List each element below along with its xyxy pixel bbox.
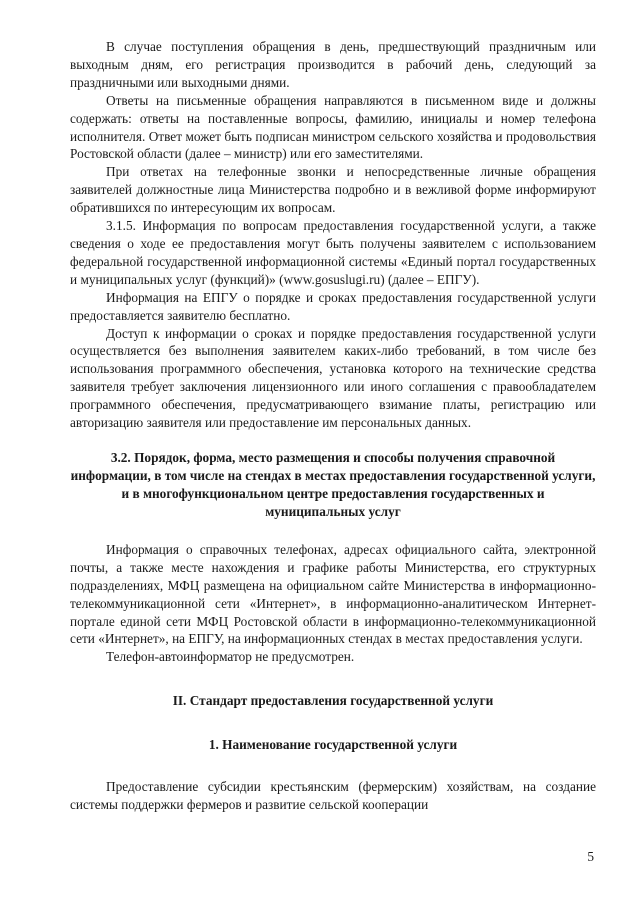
heading-service-name: 1. Наименование государственной услуги bbox=[208, 737, 458, 753]
page-number: 5 bbox=[587, 849, 594, 864]
paragraph-contact-info: Информация о справочных телефонах, адресах официального сайта, электронной почты, а также месте нахождения и графике работы Министерства, его структурных подразделениях, МФЦ размещена на официальном сайте Министерства в информационно-телекоммуникационной сети «Интернет», в информационно-аналитическом Интернет-портале единой сети МФЦ Ростовской области в информационно-телекоммуникационной сети «Интернет», на ЕПГУ, на информационных стендах в местах предоставления услуги. bbox=[70, 541, 596, 647]
heading-3-2: 3.2. Порядок, форма, место размещения и способы получения справочной информации, в том числе на стендах в местах предоставления государственной услуги, и в многофункциональном центре предоставления государственных и муниципальных услуг bbox=[70, 449, 596, 519]
paragraph-epgu-free: Информация на ЕПГУ о порядке и сроках предоставления государственной услуги предоставляется заявителю бесплатно. bbox=[70, 289, 596, 323]
heading-section-2: II. Стандарт предоставления государственной услуги bbox=[172, 693, 494, 709]
document-page bbox=[70, 38, 596, 814]
paragraph-written-replies: Ответы на письменные обращения направляются в письменном виде и должны содержать: ответы на поставленные вопросы, фамилию, инициалы и номер телефона исполнителя. Ответ может быть подписан министром сельского хозяйства и продовольствия Ростовской области (далее – министр) или его заместителями. bbox=[70, 92, 596, 162]
paragraph-phone-replies: При ответах на телефонные звонки и непосредственные личные обращения заявителей должностные лица Министерства подробно и в вежливой форме информируют обратившихся по интересующим их вопросам. bbox=[70, 164, 596, 216]
paragraph-service-description: Предоставление субсидии крестьянским (фермерским) хозяйствам, на создание системы поддержки фермеров и развитие сельской кооперации bbox=[70, 779, 596, 813]
paragraph-autoinformer: Телефон-автоинформатор не предусмотрен. bbox=[106, 649, 355, 665]
paragraph-holiday-registration: В случае поступления обращения в день, предшествующий праздничным или выходным дням, его регистрация производится в рабочий день, следующий за праздничными или выходными днями. bbox=[70, 39, 596, 90]
paragraph-3-1-5: 3.1.5. Информация по вопросам предоставления государственной услуги, а также сведения о ходе ее предоставления могут быть получены заявителем с использованием федеральной государственной информационной системы «Единый портал государственных и муниципальных услуг (функций)» (www.gosuslugi.ru) (далее – ЕПГУ). bbox=[70, 218, 596, 287]
paragraph-access: Доступ к информации о сроках и порядке предоставления государственной услуги осуществляется без выполнения заявителем каких-либо требований, в том числе без использования программного обеспечения, установка которого на технические средства заявителя требует заключения лицензионного или иного соглашения с правообладателем программного обеспечения, предусматривающего взимание платы, регистрацию или авторизацию заявителя или предоставление им персональных данных. bbox=[70, 325, 596, 431]
